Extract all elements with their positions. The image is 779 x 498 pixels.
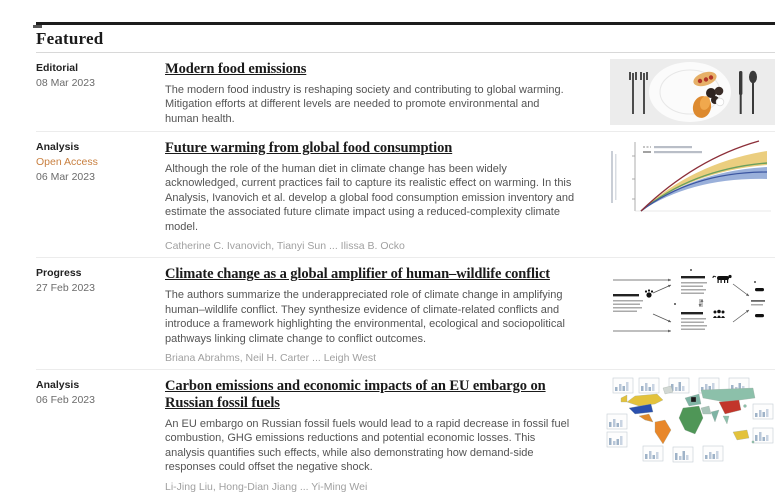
article-meta [36,59,165,126]
article-date: 06 Feb 2023 [36,394,95,407]
article-authors: Catherine C. Ivanovich, Tianyi Sun ... Ilissa B. Ocko [165,240,405,253]
article-type: Analysis [36,141,80,154]
plate-of-food-thumbnail[interactable] [610,59,775,126]
article-date: 06 Mar 2023 [36,171,95,184]
world-map-image [605,376,775,464]
article-row [36,53,775,132]
article-title-link[interactable]: Future warming from global food consumption [165,140,453,157]
open-access-label: Open Access [36,156,98,169]
article-row [36,370,775,497]
article-title-link[interactable]: Carbon emissions and economic impacts of an EU embargo on Russian fossil fuels [165,378,546,411]
article-title-link[interactable]: Modern food emissions [165,61,307,77]
article-meta [36,138,165,252]
article-main [165,138,605,252]
article-type: Editorial [36,62,79,74]
article-description: Although the role of the human diet in climate change has been widely acknowledged, current practices fail to capture its realistic effect on warming. In this Analysis, Ivanovich et al. develop a global food consumption emission inventory and estimate the associated future climate impact using a reduced-complexity climate model. [165,162,575,233]
pathways-diagram-image [605,264,775,342]
article-list [36,53,775,498]
warming-chart-thumbnail[interactable] [605,138,775,252]
article-description: An EU embargo on Russian fossil fuels would lead to a rapid decrease in fossil fuel combustion, GHG emissions reductions and potential economic losses. This analysis quantifies such effects, while also demonstrating how demand-side responses could offset the negative shock. [165,417,570,474]
article-row [36,258,775,370]
article-description: The modern food industry is reshaping society and contributing to global warming. Mitigation efforts at different levels are needed to promote environmental and human health. [165,83,564,125]
article-meta [36,264,165,364]
article-main [165,59,605,126]
featured-section [36,22,775,498]
article-row [36,132,775,258]
article-main [165,264,605,364]
world-map-thumbnail[interactable] [605,376,775,492]
warming-curves-image [605,138,775,216]
article-main [165,376,605,492]
article-date: 08 Mar 2023 [36,77,95,89]
framework-diagram-thumbnail[interactable] [605,264,775,364]
featured-header [36,25,775,53]
article-type: Analysis [36,379,80,392]
article-type: Progress [36,267,82,280]
article-title-link[interactable]: Climate change as a global amplifier of human–wildlife conflict [165,266,550,283]
article-date: 27 Feb 2023 [36,282,95,295]
top-dash [33,25,42,28]
article-meta [36,376,165,492]
article-authors: Li-Jing Liu, Hong-Dian Jiang ... Yi-Ming Wei [165,480,368,493]
section-title: Featured [36,29,104,48]
article-description: The authors summarize the underappreciated role of climate change in amplifying human–wildlife conflict. They synthesize evidence of climate-related conflicts and introduce a framework highlighting the environmental, ecological and sociopolitical pathways linking climate change to conflict outcomes. [165,289,565,345]
article-authors: Briana Abrahms, Neil H. Carter ... Leigh West [165,352,377,365]
plate-cutlery-image [610,59,775,125]
journal-featured-page [0,22,779,493]
